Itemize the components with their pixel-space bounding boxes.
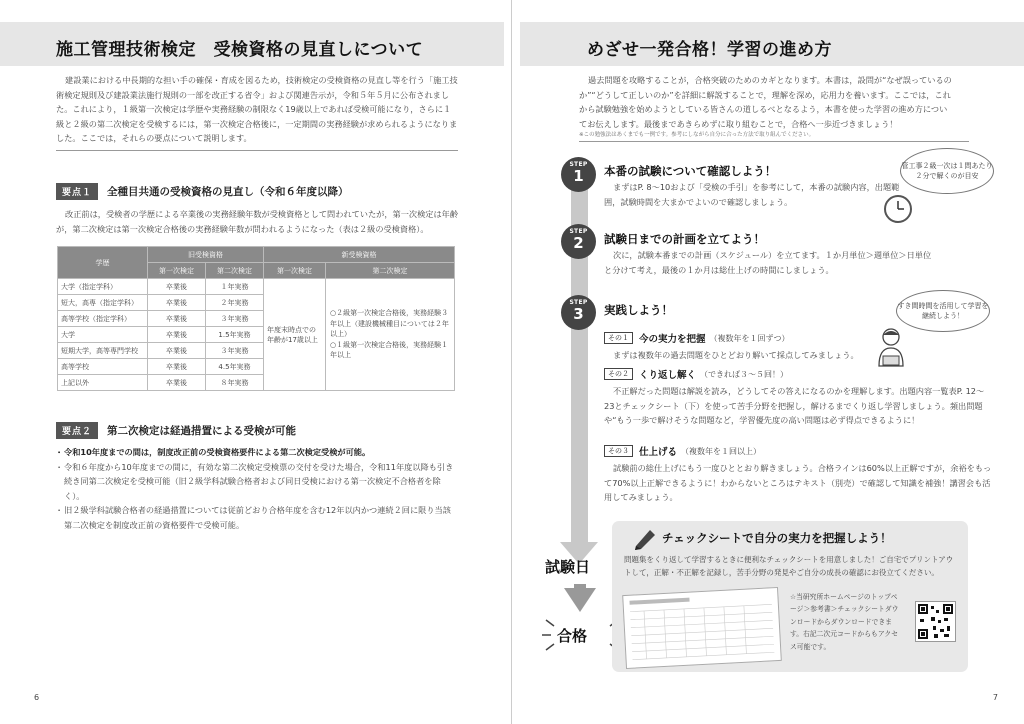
qualification-table	[57, 246, 455, 391]
right-page-title: めざせ一発合格！学習の進め方	[587, 40, 832, 60]
cell-old-first: 卒業後	[148, 311, 206, 327]
new-second-a: ○２級第一次検定合格後，実務経験３年以上（建設機械種目については２年以上）	[330, 309, 449, 339]
left-intro: 建設業における中長期的な担い手の確保・育成を図るため，技術検定の受検資格の見直し等を行う「施工技術検定規則及び建設業法施行規則の一部を改正する省令」および関連告示が，令和５年５月に公布されました。これにより，１級第一次検定は学歴や実務経験の制限なく19歳以上であれば受検可能になり，さらに１級と２級の第二次検定を受検するには，第一次検定合格後に，一定期間の実務経験が求められるようになりました。ここでは，それらの要点について説明します。	[56, 75, 458, 144]
th-new-second: 第二次検定	[326, 263, 455, 279]
step3-label: STEP	[569, 299, 588, 306]
cell-edu: 大学（指定学科）	[58, 279, 148, 295]
th-old: 旧受検資格	[148, 247, 264, 263]
pass-label: 合格	[557, 627, 588, 645]
point1-heading	[56, 183, 349, 200]
step2-title: 試験日までの計画を立てよう！	[604, 232, 765, 246]
step1-circle	[561, 157, 596, 192]
cell-new-first: 年度末時点での年齢が17歳以上	[264, 279, 326, 391]
sub2-paren: （できれば３〜５回！）	[700, 369, 789, 379]
cell-old-second: 4.5年実務	[206, 359, 264, 375]
step2-number: 2	[573, 234, 584, 252]
step3-bubble: すき間時間を活用して学習を継続しよう！	[896, 290, 990, 332]
sub3-badge: その３	[604, 445, 633, 457]
list-item: ・ 令和10年度までの間は，制度改正前の受検資格要件による第二次検定受検が可能。	[56, 445, 458, 460]
cell-old-second: ８年実務	[206, 375, 264, 391]
sub2-title: くり返し解く	[639, 370, 697, 381]
th-academic: 学歴	[58, 247, 148, 279]
cell-old-second: ２年実務	[206, 295, 264, 311]
cell-old-first: 卒業後	[148, 279, 206, 295]
sub1-body: まずは複数年の過去問題をひとどおり解いて採点してみましょう。	[613, 350, 859, 360]
sub3-heading	[604, 444, 761, 458]
new-second-b: ○１級第一次検定合格後，実務経験１年以上	[330, 340, 449, 360]
th-new-first: 第一次検定	[264, 263, 326, 279]
step3-title: 実践しよう！	[604, 303, 673, 317]
point2-title: 第二次検定は経過措置による受検が可能	[107, 425, 297, 437]
list-item: ・ 令和６年度から10年度までの間に，有効な第二次検定受検票の交付を受けた場合，令和11年度以降も引き続き同第二次検定を受検可能（旧２級学科試験合格者および同日受検における第一次検定不合格者を除く）。	[56, 460, 458, 504]
qr-code-icon[interactable]	[915, 601, 956, 642]
step1-label: STEP	[569, 161, 588, 168]
sub3-paren: （複数年を１回以上）	[681, 446, 762, 456]
sub2-heading	[604, 367, 788, 381]
left-divider	[56, 150, 458, 151]
sub1-paren: （複数年を１回ずつ）	[709, 333, 790, 343]
step1-number: 1	[573, 167, 584, 185]
pass-arrow-icon	[564, 588, 596, 612]
point1-title: 全種目共通の受検資格の見直し（令和６年度以降）	[107, 186, 349, 198]
checksheet-title: チェックシートで自分の実力を把握しよう！	[662, 531, 892, 545]
step3-number: 3	[573, 305, 584, 323]
point2-badge: 要点２	[56, 422, 98, 439]
right-divider	[579, 141, 969, 142]
fine-print: ※この勉強法はあくまでも一例です。参考にしながら自分に合った方法で取り組んでください。	[579, 132, 815, 138]
step3-circle	[561, 295, 596, 330]
left-page-number: 6	[34, 693, 40, 702]
right-intro: 過去問題を攻略することが，合格突破のためのカギとなります。本書は，設問が“なぜ誤っているのか”“どうして正しいのか”を詳細に解説することで，理解を深め，応用力を養います。ここでは，これから試験勉強を始めようとしている皆さんの道しるべとなるよう，本書を使った学習の進め方についてお伝えします。最後まであきらめずに取り組むことで，合格へ一歩近づきましょう！	[579, 75, 952, 129]
cell-old-first: 卒業後	[148, 343, 206, 359]
checksheet-panel	[612, 521, 968, 672]
point2-heading	[56, 422, 296, 439]
cell-old-first: 卒業後	[148, 327, 206, 343]
cell-edu: 大学	[58, 327, 148, 343]
checksheet-download-note: ☆当研究所ホームページのトップページ＞参考書＞チェックシートダウンロードからダウンロードできます。右記二次元コードからもアクセス可能です。	[790, 593, 899, 651]
step2-label: STEP	[569, 228, 588, 235]
th-old-first: 第一次検定	[148, 263, 206, 279]
step1-bubble: 管工事２級一次は１問あたり２分で解くのが目安	[900, 148, 994, 194]
cell-edu: 短期大学，高等専門学校	[58, 343, 148, 359]
th-old-second: 第二次検定	[206, 263, 264, 279]
cell-old-second: １年実務	[206, 279, 264, 295]
point1-badge: 要点１	[56, 183, 98, 200]
sub1-title: 今の実力を把握	[639, 334, 706, 345]
th-new: 新受検資格	[264, 247, 455, 263]
step2-body: 次に，試験本番までの計画（スケジュール）を立てます。１か月単位＞週単位＞日単位 と分けて考え，最後の１か月は総仕上げの時間にしましょう。	[604, 250, 940, 275]
clock-icon	[882, 193, 914, 225]
point2-list	[56, 445, 458, 533]
cell-edu: 高等学校（指定学科）	[58, 311, 148, 327]
sub3-title: 仕上げる	[639, 447, 678, 458]
sub2-badge: その２	[604, 368, 633, 380]
cell-old-first: 卒業後	[148, 375, 206, 391]
sub3-body: 試験前の総仕上げにもう一度ひととおり解きましょう。合格ラインは60%以上正解ですが，余裕をもって70%以上正解できるように！わからないところはテキスト（別売）で確認して知識を補強！講習会も活用してみましょう。	[604, 463, 992, 503]
step1-title: 本番の試験について確認しよう！	[604, 164, 777, 178]
right-page	[512, 0, 1024, 724]
checksheet-thumbnail	[622, 587, 782, 669]
left-page-title: 施工管理技術検定 受検資格の見直しについて	[56, 40, 424, 60]
cell-old-first: 卒業後	[148, 359, 206, 375]
right-page-number: 7	[992, 693, 998, 702]
pencil-icon	[632, 526, 658, 550]
sub1-heading	[604, 331, 790, 345]
cell-edu: 高等学校	[58, 359, 148, 375]
step1-body: まずはP. 8〜10および「受検の手引」を参考にして，本番の試験内容，出題範囲，試験時間を大まかでよいので確認しましょう。	[604, 182, 900, 207]
cell-edu: 短大，高専（指定学科）	[58, 295, 148, 311]
student-icon	[874, 326, 908, 368]
list-item: ・ 旧２級学科試験合格者の経過措置については従前どおり合格年度を含む12年以内かつ連続２回に限り当該第二次検定を制度改正前の資格要件で受検可能。	[56, 503, 458, 532]
sub2-body: 不正解だった問題は解説を読み，どうしてその答えになるのかを理解します。出題内容一覧表P. 12〜23とチェックシート（下）を使って苦手分野を把握し，解けるまでくり返し学習しましょう。頻出問題や“もう一歩で解けそうな問題など，学習優先度の高い問題は必ず得点できるように！	[604, 386, 985, 426]
cell-new-second	[326, 279, 455, 391]
sub1-badge: その１	[604, 332, 633, 344]
right-title-band	[520, 22, 1024, 66]
left-title-band	[0, 22, 504, 66]
cell-edu: 上記以外	[58, 375, 148, 391]
cell-old-second: 1.5年実務	[206, 327, 264, 343]
cell-old-second: ３年実務	[206, 343, 264, 359]
table-row	[58, 279, 455, 295]
cell-old-second: ３年実務	[206, 311, 264, 327]
checksheet-body: 問題集をくり返して学習するときに便利なチェックシートを用意しました！ご自宅でプリントアウトして，正解・不正解を記録し，苦手分野の発見やご自分の成長の確認にお役立てください。	[624, 555, 954, 577]
cell-old-first: 卒業後	[148, 295, 206, 311]
step2-circle	[561, 224, 596, 259]
exam-day-label: 試験日	[545, 558, 591, 576]
point1-body: 改正前は，受検者の学歴による卒業後の実務経験年数が受検資格として問われていたが，第一次検定は年齢が，第二次検定は第一次検定合格後の実務経験年数が問われるようになった（表は２級の受検資格）。	[56, 209, 459, 234]
